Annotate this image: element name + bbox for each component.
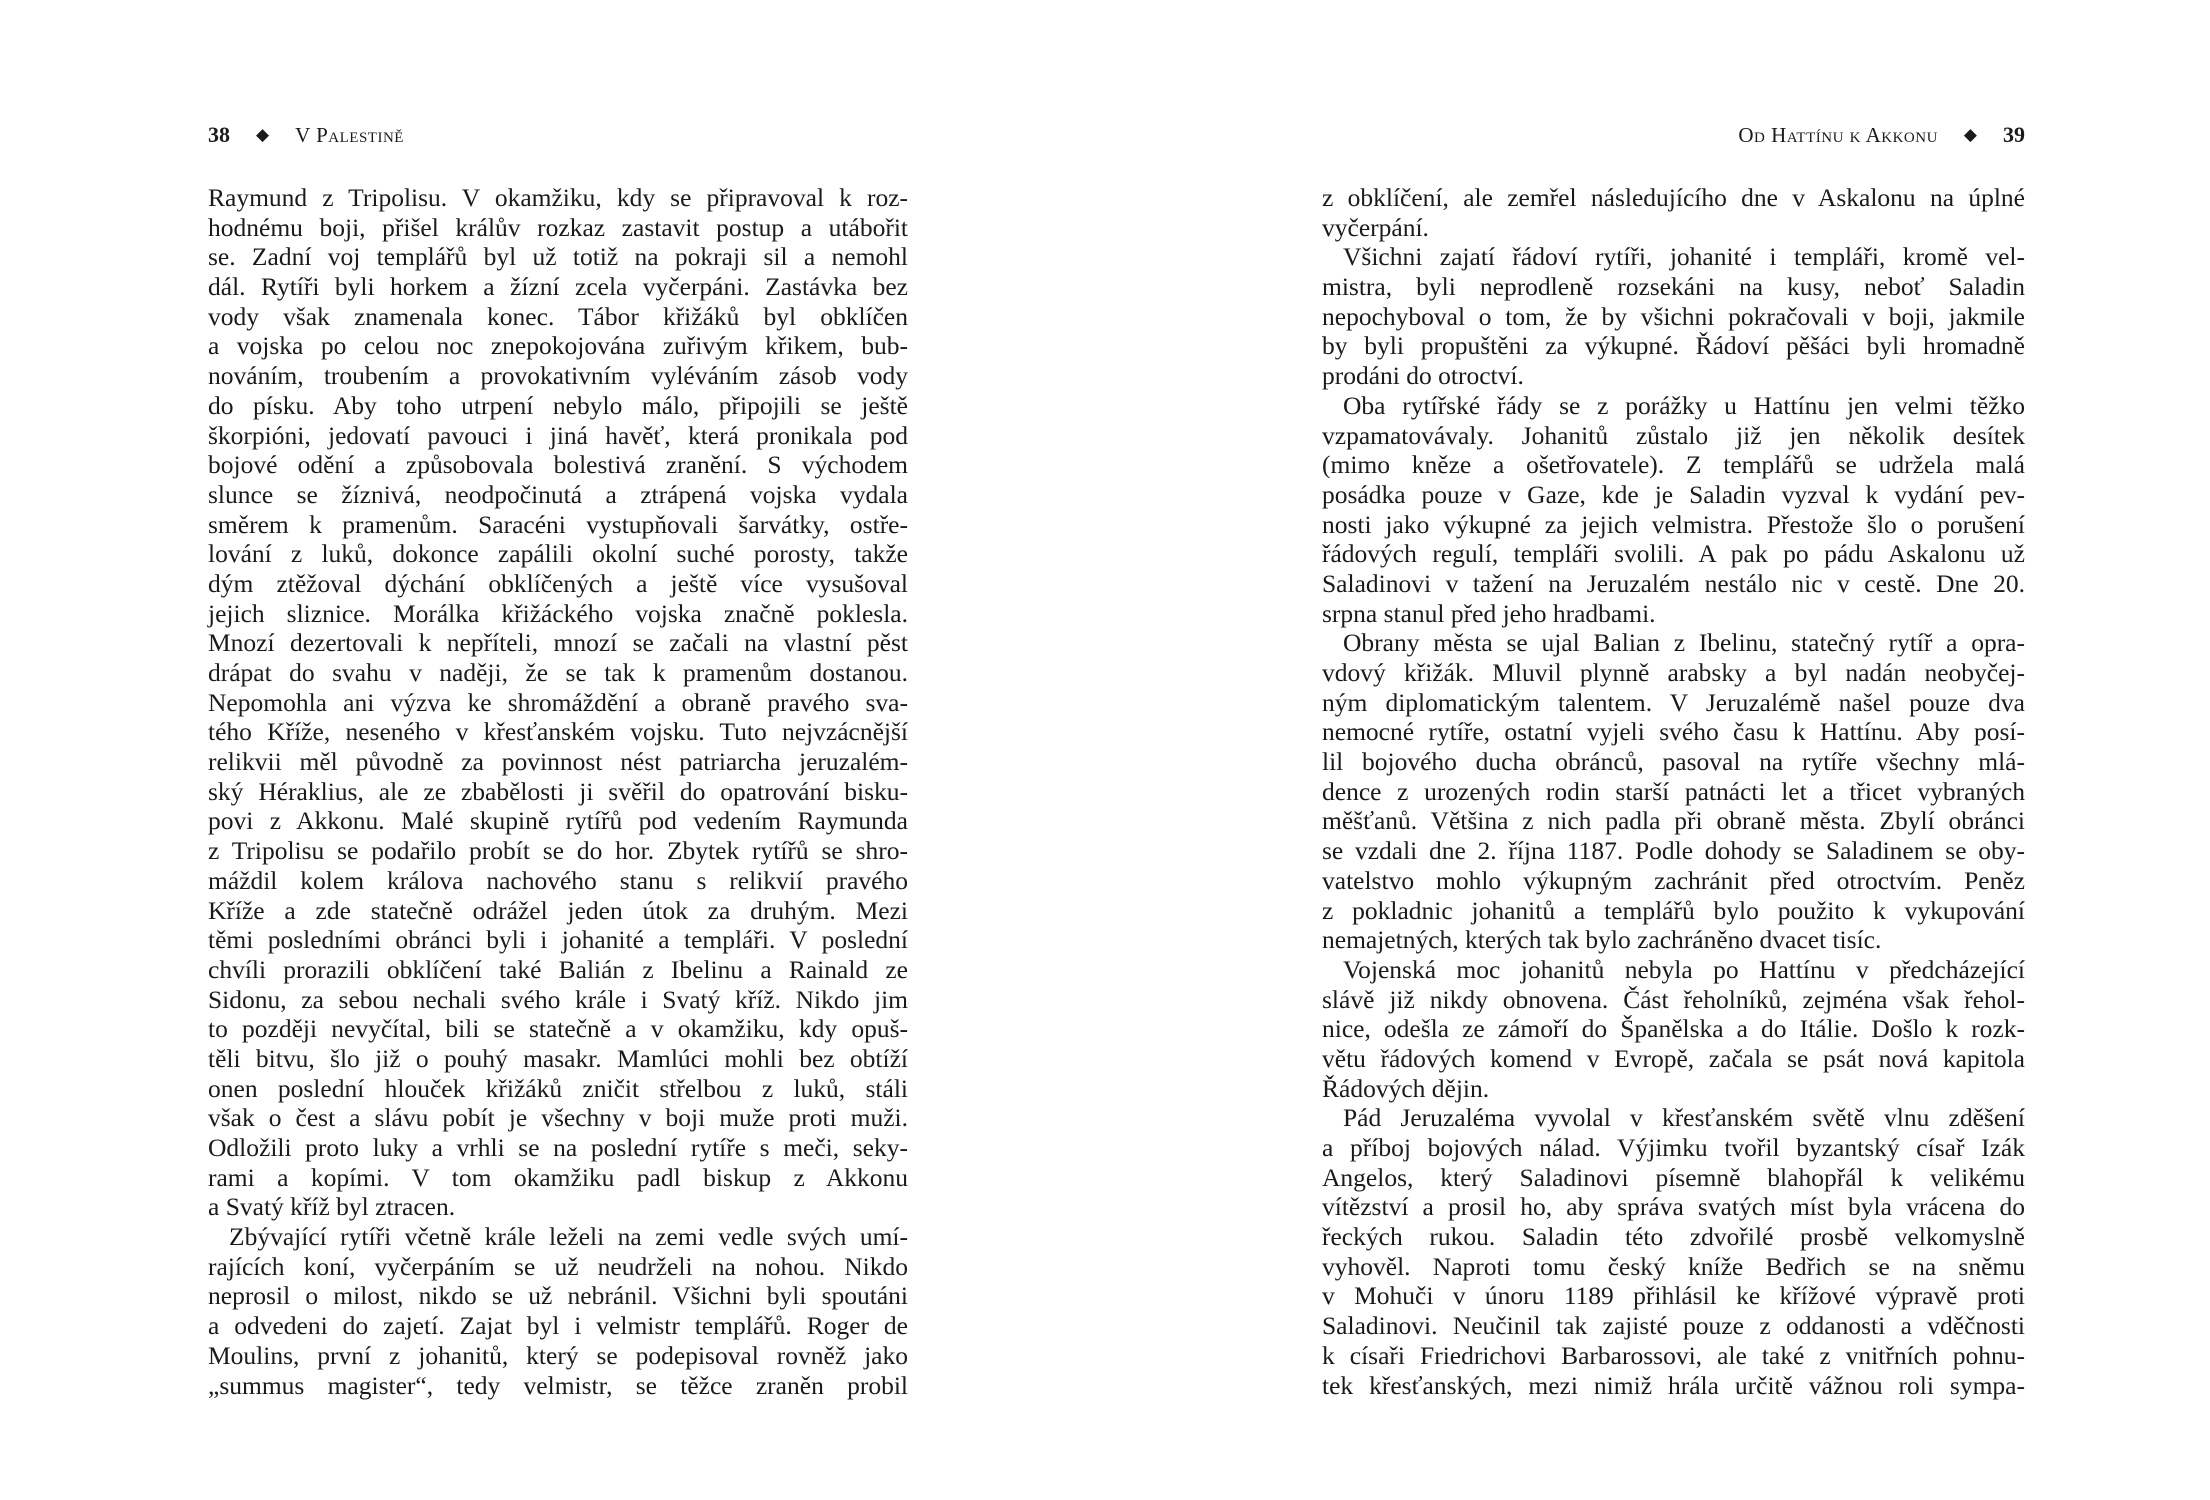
text-line-content: nováním, troubením a provokativním vyléváním zásob vody <box>208 361 908 391</box>
text-line-content: Pád Jeruzaléma vyvolal v křesťanském světě vlnu zděšení <box>1343 1103 2025 1133</box>
body-text <box>1322 183 2025 1400</box>
text-line-content: slávě již nikdy obnovena. Část řeholníků, zejména však řehol- <box>1322 984 2025 1014</box>
text-line-content: nemocné rytíře, ostatní vyjeli svého času k Hattínu. Aby posí- <box>1322 717 2025 747</box>
text-line <box>1322 1014 2025 1044</box>
text-line-content: dál. Rytíři byli horkem a žízní zcela vyčerpáni. Zastávka bez <box>208 272 908 302</box>
left-page <box>208 0 908 1500</box>
text-line <box>1322 1371 2025 1401</box>
text-line <box>208 183 908 213</box>
text-line <box>1322 896 2025 926</box>
text-line-content: v Mohuči v únoru 1189 přihlásil ke křížové výpravě proti <box>1322 1281 2025 1311</box>
text-line-content: vdový křižák. Mluvil plynně arabsky a byl nadán neobyčej- <box>1322 658 2025 687</box>
text-line <box>1322 480 2025 510</box>
text-line-content: onen poslední hlouček křižáků zničit střelbou z luků, stáli <box>208 1073 908 1103</box>
text-line <box>208 450 908 480</box>
text-line-content: však o čest a slávu pobít je všechny v boji muže proti muži. <box>208 1103 908 1133</box>
text-line <box>1322 1281 2025 1311</box>
text-line-content: Obrany města se ujal Balian z Ibelinu, statečný rytíř a opra- <box>1343 628 2025 658</box>
text-line-content: Odložili proto luky a vrhli se na poslední rytíře s meči, seky- <box>208 1133 908 1162</box>
text-line-content: (mimo kněze a ošetřovatele). Z templářů se udržela malá <box>1322 450 2025 480</box>
text-line <box>1322 1074 2025 1104</box>
text-line <box>1322 806 2025 836</box>
text-line <box>208 1222 908 1252</box>
text-line <box>1322 866 2025 896</box>
text-line-content: z Tripolisu se podařilo probít se do hor. Zbytek rytířů se shro- <box>208 836 908 866</box>
text-line-content: do písku. Aby toho utrpení nebylo málo, připojili se ještě <box>208 390 908 420</box>
text-line <box>208 1103 908 1133</box>
text-line-content: tého Kříže, neseného v křesťanském vojsku. Tuto nejvzácnější <box>208 717 908 747</box>
text-line-content: měšťanů. Většina z nich padla při obraně města. Zbylí obránci <box>1322 806 2025 836</box>
text-line-content: škorpióni, jedovatí pavouci i jiná havěť, která pronikala pod <box>208 420 908 450</box>
text-line-content: vyčerpání. <box>1322 212 1429 242</box>
text-line-content: a příboj bojových nálad. Výjimku tvořil byzantský císař Izák <box>1322 1133 2025 1162</box>
text-line <box>208 302 908 332</box>
page-number: 39 <box>2003 122 2025 147</box>
text-line-content: drápat do svahu v naději, že se tak k pramenům dostanou. <box>208 658 908 687</box>
text-line <box>1322 1341 2025 1371</box>
text-line <box>1322 1133 2025 1163</box>
text-line <box>1322 1044 2025 1074</box>
text-line-content: povi z Akkonu. Malé skupině rytířů pod vedením Raymunda <box>208 806 908 836</box>
text-line <box>208 569 908 599</box>
text-line <box>1322 688 2025 718</box>
text-line-content: chvíli prorazili obklíčení také Balián z Ibelinu a Rainald ze <box>208 954 908 984</box>
page-number: 38 <box>208 122 230 147</box>
text-line-content: posádka pouze v Gaze, kde je Saladin vyzval k vydání pev- <box>1322 479 2025 509</box>
text-line <box>208 480 908 510</box>
text-line-content: mistra, byli neprodleně rozsekáni na kusy, neboť Saladin <box>1322 272 2025 302</box>
text-line-content: to později nevyčítal, bili se statečně a v okamžiku, kdy opuš- <box>208 1014 908 1044</box>
text-line <box>208 688 908 718</box>
text-line <box>1322 450 2025 480</box>
text-line <box>208 1014 908 1044</box>
text-line <box>208 717 908 747</box>
text-line <box>208 1192 908 1222</box>
text-line-content: a odvedeni do zajetí. Zajat byl i velmistr templářů. Roger de <box>208 1311 908 1341</box>
text-line-content: Oba rytířské řády se z porážky u Hattínu jen velmi těžko <box>1343 390 2025 420</box>
text-line <box>208 866 908 896</box>
text-line <box>208 896 908 926</box>
text-line-content: nepochyboval o tom, že by všichni pokračovali v boji, jakmile <box>1322 301 2025 331</box>
text-line <box>1322 1311 2025 1341</box>
text-line <box>208 628 908 658</box>
text-line-content: slunce se žíznivá, neodpočinutá a ztrápená vojska vydala <box>208 479 908 509</box>
text-line-content: řádových regulí, templáři svolili. A pak po pádu Askalonu už <box>1322 539 2025 569</box>
text-line <box>1322 569 2025 599</box>
text-line-content: prodáni do otroctví. <box>1322 361 1524 391</box>
text-line-content: vyhověl. Naproti tomu český kníže Bedřich se na sněmu <box>1322 1251 2025 1281</box>
text-line <box>1322 331 2025 361</box>
text-line-content: relikvii měl původně za povinnost nést patriarcha jeruzalém- <box>208 747 908 777</box>
text-line <box>208 925 908 955</box>
running-head-left <box>208 120 908 150</box>
body-text <box>208 183 908 1400</box>
text-line <box>208 1074 908 1104</box>
text-line <box>208 213 908 243</box>
text-line <box>208 361 908 391</box>
text-line <box>208 272 908 302</box>
text-line-content: Všichni zajatí řádoví rytíři, johanité i templáři, kromě vel- <box>1343 242 2025 272</box>
text-line <box>1322 539 2025 569</box>
text-line-content: vody však znamenala konec. Tábor křižáků byl obklíčen <box>208 301 908 331</box>
text-line-content: vatelstvo mohlo výkupným zachránit před otroctvím. Peněz <box>1322 865 2025 895</box>
text-line-content: k císaři Friedrichovi Barbarossovi, ale také z vnitřních pohnu- <box>1322 1340 2025 1370</box>
text-line-content: Saladinovi v tažení na Jeruzalém nestálo nic v cestě. Dne 20. <box>1322 568 2025 598</box>
text-line-content: nice, odešla ze zámoří do Španělska a do Itálie. Došlo k rozk- <box>1322 1014 2025 1044</box>
text-line-content: máždil kolem králova nachového stanu s relikvií pravého <box>208 865 908 895</box>
text-line-content: a vojska po celou noc znepokojována zuřivým křikem, bub- <box>208 331 908 361</box>
right-page <box>1322 0 2025 1500</box>
text-line <box>208 1133 908 1163</box>
text-line-content: a Svatý kříž byl ztracen. <box>208 1192 456 1222</box>
text-line-content: Nepomohla ani výzva ke shromáždění a obraně pravého sva- <box>208 687 908 717</box>
text-line-content: těli bitvu, šlo již o pouhý masakr. Mamlúci mohli bez obtíží <box>208 1043 908 1073</box>
text-line <box>1322 1163 2025 1193</box>
text-line <box>1322 183 2025 213</box>
text-line <box>1322 1252 2025 1282</box>
text-line-content: Vojenská moc johanitů nebyla po Hattínu v předcházející <box>1343 954 2025 984</box>
text-line <box>1322 361 2025 391</box>
text-line-content: Sidonu, za sebou nechali svého krále i Svatý kříž. Nikdo jim <box>208 984 908 1014</box>
text-line-content: Zbývající rytíři včetně krále leželi na zemi vedle svých umí- <box>229 1222 908 1252</box>
text-line-content: větu řádových komend v Evropě, začala se psát nová kapitola <box>1322 1043 2025 1073</box>
text-line <box>1322 925 2025 955</box>
text-line-content: hodnému boji, přišel králův rozkaz zastavit postup a utábořit <box>208 212 908 242</box>
text-line-content: Moulins, první z johanitů, který se podepisoval rovněž jako <box>208 1340 908 1370</box>
text-line <box>1322 1222 2025 1252</box>
text-line-content: dým ztěžoval dýchání obklíčených a ještě více vysušoval <box>208 568 908 598</box>
text-line <box>208 1252 908 1282</box>
text-line-content: ský Héraklius, ale ze zbabělosti ji svěřil do opatrování bisku- <box>208 776 908 806</box>
text-line <box>1322 391 2025 421</box>
text-line <box>1322 599 2025 629</box>
text-line-content: nemajetných, kterých tak bylo zachráněno dvacet tisíc. <box>1322 925 1882 955</box>
text-line-content: řeckých rukou. Saladin této zdvořilé prosbě velkomyslně <box>1322 1222 2025 1252</box>
text-line <box>208 421 908 451</box>
text-line <box>208 806 908 836</box>
text-line <box>1322 1103 2025 1133</box>
text-line-content: Kříže a zde statečně odrážel jeden útok za druhým. Mezi <box>208 895 908 925</box>
text-line <box>1322 421 2025 451</box>
text-line-content: lil bojového ducha obránců, pasoval na rytíře všechny mlá- <box>1322 747 2025 777</box>
text-line-content: Řádových dějin. <box>1322 1073 1490 1103</box>
diamond-icon: ◆ <box>1963 125 1977 144</box>
text-line-content: Angelos, který Saladinovi písemně blahopřál k velikému <box>1322 1162 2025 1192</box>
text-line-content: se. Zadní voj templářů byl už totiž na pokraji sil a nemohl <box>208 242 908 272</box>
text-line-content: lování z luků, dokonce zapálili okolní suché porosty, takže <box>208 539 908 569</box>
text-line <box>208 1311 908 1341</box>
text-line-content: se vzdali dne 2. října 1187. Podle dohody se Saladinem se oby- <box>1322 836 2025 866</box>
text-line <box>1322 658 2025 688</box>
text-line <box>208 777 908 807</box>
text-line <box>1322 302 2025 332</box>
text-line-content: rajících koní, vyčerpáním se už neudrželi na nohou. Nikdo <box>208 1251 908 1281</box>
text-line-content: vzpamatovávaly. Johanitů zůstalo již jen několik desítek <box>1322 420 2025 450</box>
text-line <box>208 539 908 569</box>
text-line <box>1322 213 2025 243</box>
text-line <box>1322 242 2025 272</box>
text-line <box>208 1281 908 1311</box>
text-line-content: z pokladnic johanitů a templářů bylo použito k vykupování <box>1322 895 2025 925</box>
running-head-right <box>1322 120 2025 150</box>
text-line <box>208 658 908 688</box>
text-line-content: neprosil o milost, nikdo se už nebránil. Všichni byli spoutáni <box>208 1281 908 1311</box>
text-line <box>1322 272 2025 302</box>
text-line <box>208 331 908 361</box>
text-line-content: dence z urozených rodin starší patnácti let a třicet vybraných <box>1322 776 2025 806</box>
text-line-content: vítězství a prosil ho, aby správa svatých míst byla vrácena do <box>1322 1192 2025 1222</box>
text-line <box>208 955 908 985</box>
text-line <box>1322 717 2025 747</box>
running-title: V Palestině <box>295 122 404 147</box>
text-line <box>208 1341 908 1371</box>
text-line-content: bojové odění a způsobovala bolestivá zranění. S východem <box>208 450 908 480</box>
text-line <box>208 836 908 866</box>
text-line-content: tek křesťanských, mezi nimiž hrála určitě vážnou roli sympa- <box>1322 1370 2025 1400</box>
text-line <box>1322 836 2025 866</box>
text-line-content: Saladinovi. Neučinil tak zajisté pouze z oddanosti a vděčnosti <box>1322 1311 2025 1341</box>
text-line-content: z obklíčení, ale zemřel následujícího dne v Askalonu na úplné <box>1322 183 2025 212</box>
text-line-content: „summus magister“, tedy velmistr, se těžce zraněn probil <box>208 1370 908 1400</box>
text-line <box>1322 628 2025 658</box>
text-line <box>1322 955 2025 985</box>
running-title: Od Hattínu k Akkonu <box>1738 122 1938 147</box>
text-line <box>1322 985 2025 1015</box>
text-line-content: těmi posledními obránci byli i johanité a templáři. V poslední <box>208 925 908 955</box>
text-line <box>208 1044 908 1074</box>
text-line-content: srpna stanul před jeho hradbami. <box>1322 598 1656 628</box>
text-line-content: Mnozí dezertovali k nepříteli, mnozí se začali na vlastní pěst <box>208 628 908 658</box>
text-line-content: nosti jako výkupné za jejich velmistra. Přestože šlo o porušení <box>1322 509 2025 539</box>
text-line <box>208 599 908 629</box>
text-line <box>1322 510 2025 540</box>
text-line-content: Raymund z Tripolisu. V okamžiku, kdy se připravoval k roz- <box>208 183 908 212</box>
text-line <box>208 1163 908 1193</box>
text-line <box>1322 747 2025 777</box>
text-line <box>208 242 908 272</box>
text-line-content: by byli propuštěni za výkupné. Řádoví pěšáci byli hromadně <box>1322 331 2025 361</box>
text-line <box>208 747 908 777</box>
text-line-content: směrem k pramenům. Saracéni vystupňovali šarvátky, ostře- <box>208 509 908 539</box>
text-line-content: ným diplomatickým talentem. V Jeruzalémě našel pouze dva <box>1322 687 2025 717</box>
text-line <box>208 1371 908 1401</box>
text-line <box>1322 777 2025 807</box>
text-line-content: jejich sliznice. Morálka křižáckého vojska značně poklesla. <box>208 598 908 628</box>
text-line <box>208 510 908 540</box>
text-line-content: rami a kopími. V tom okamžiku padl biskup z Akkonu <box>208 1162 908 1192</box>
text-line <box>208 391 908 421</box>
text-line <box>1322 1192 2025 1222</box>
diamond-icon: ◆ <box>256 125 270 144</box>
text-line <box>208 985 908 1015</box>
